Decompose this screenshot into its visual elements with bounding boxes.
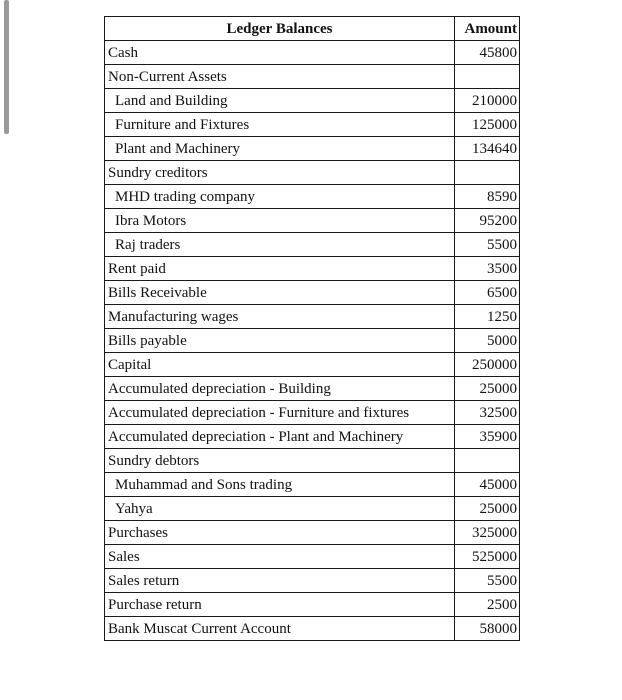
ledger-amount: 5500 — [455, 569, 520, 593]
ledger-name-header: Ledger Balances — [105, 17, 455, 41]
ledger-account-name: Capital — [105, 353, 455, 377]
ledger-account-name: MHD trading company — [105, 185, 455, 209]
ledger-row — [105, 257, 520, 281]
ledger-amount: 32500 — [455, 401, 520, 425]
ledger-row — [105, 89, 520, 113]
ledger-row — [105, 569, 520, 593]
ledger-account-name: Land and Building — [105, 89, 455, 113]
ledger-amount: 125000 — [455, 113, 520, 137]
ledger-account-name: Sales return — [105, 569, 455, 593]
ledger-account-name: Bills Receivable — [105, 281, 455, 305]
ledger-row — [105, 617, 520, 641]
ledger-row — [105, 497, 520, 521]
ledger-row — [105, 521, 520, 545]
ledger-account-name: Plant and Machinery — [105, 137, 455, 161]
ledger-amount: 525000 — [455, 545, 520, 569]
ledger-account-name: Non-Current Assets — [105, 65, 455, 89]
ledger-row — [105, 377, 520, 401]
ledger-header-row — [105, 17, 520, 41]
ledger-amount: 134640 — [455, 137, 520, 161]
ledger-account-name: Purchase return — [105, 593, 455, 617]
ledger-body — [105, 41, 520, 641]
ledger-amount: 5500 — [455, 233, 520, 257]
ledger-amount: 1250 — [455, 305, 520, 329]
ledger-account-name: Purchases — [105, 521, 455, 545]
ledger-amount: 250000 — [455, 353, 520, 377]
ledger-account-name: Bank Muscat Current Account — [105, 617, 455, 641]
ledger-row — [105, 65, 520, 89]
ledger-row — [105, 137, 520, 161]
ledger-account-name: Muhammad and Sons trading — [105, 473, 455, 497]
ledger-account-name: Raj traders — [105, 233, 455, 257]
ledger-row — [105, 233, 520, 257]
ledger-amount: 45800 — [455, 41, 520, 65]
ledger-account-name: Sundry creditors — [105, 161, 455, 185]
scrollbar-thumb[interactable] — [4, 0, 9, 134]
ledger-table — [104, 16, 520, 641]
ledger-account-name: Ibra Motors — [105, 209, 455, 233]
ledger-row — [105, 281, 520, 305]
ledger-account-name: Cash — [105, 41, 455, 65]
ledger-row — [105, 185, 520, 209]
ledger-row — [105, 353, 520, 377]
ledger-amount: 6500 — [455, 281, 520, 305]
ledger-amount — [455, 449, 520, 473]
ledger-row — [105, 329, 520, 353]
ledger-amount: 325000 — [455, 521, 520, 545]
ledger-row — [105, 545, 520, 569]
ledger-account-name: Bills payable — [105, 329, 455, 353]
ledger-amount — [455, 161, 520, 185]
ledger-account-name: Furniture and Fixtures — [105, 113, 455, 137]
ledger-row — [105, 161, 520, 185]
ledger-row — [105, 113, 520, 137]
ledger-account-name: Yahya — [105, 497, 455, 521]
ledger-amount: 25000 — [455, 497, 520, 521]
ledger-amount: 45000 — [455, 473, 520, 497]
ledger-amount: 8590 — [455, 185, 520, 209]
ledger-amount: 35900 — [455, 425, 520, 449]
ledger-account-name: Accumulated depreciation - Furniture and fixtures — [105, 401, 455, 425]
ledger-row — [105, 305, 520, 329]
ledger-account-name: Manufacturing wages — [105, 305, 455, 329]
ledger-row — [105, 425, 520, 449]
ledger-account-name: Sundry debtors — [105, 449, 455, 473]
ledger-row — [105, 41, 520, 65]
ledger-row — [105, 593, 520, 617]
ledger-row — [105, 401, 520, 425]
ledger-amount-header: Amount — [455, 17, 520, 41]
ledger-account-name: Sales — [105, 545, 455, 569]
ledger-account-name: Accumulated depreciation - Building — [105, 377, 455, 401]
ledger-row — [105, 449, 520, 473]
ledger-amount: 210000 — [455, 89, 520, 113]
ledger-account-name: Rent paid — [105, 257, 455, 281]
ledger-account-name: Accumulated depreciation - Plant and Machinery — [105, 425, 455, 449]
ledger-amount: 2500 — [455, 593, 520, 617]
ledger-row — [105, 473, 520, 497]
ledger-amount: 95200 — [455, 209, 520, 233]
ledger-amount: 58000 — [455, 617, 520, 641]
ledger-amount: 5000 — [455, 329, 520, 353]
ledger-amount — [455, 65, 520, 89]
ledger-row — [105, 209, 520, 233]
ledger-amount: 3500 — [455, 257, 520, 281]
ledger-amount: 25000 — [455, 377, 520, 401]
